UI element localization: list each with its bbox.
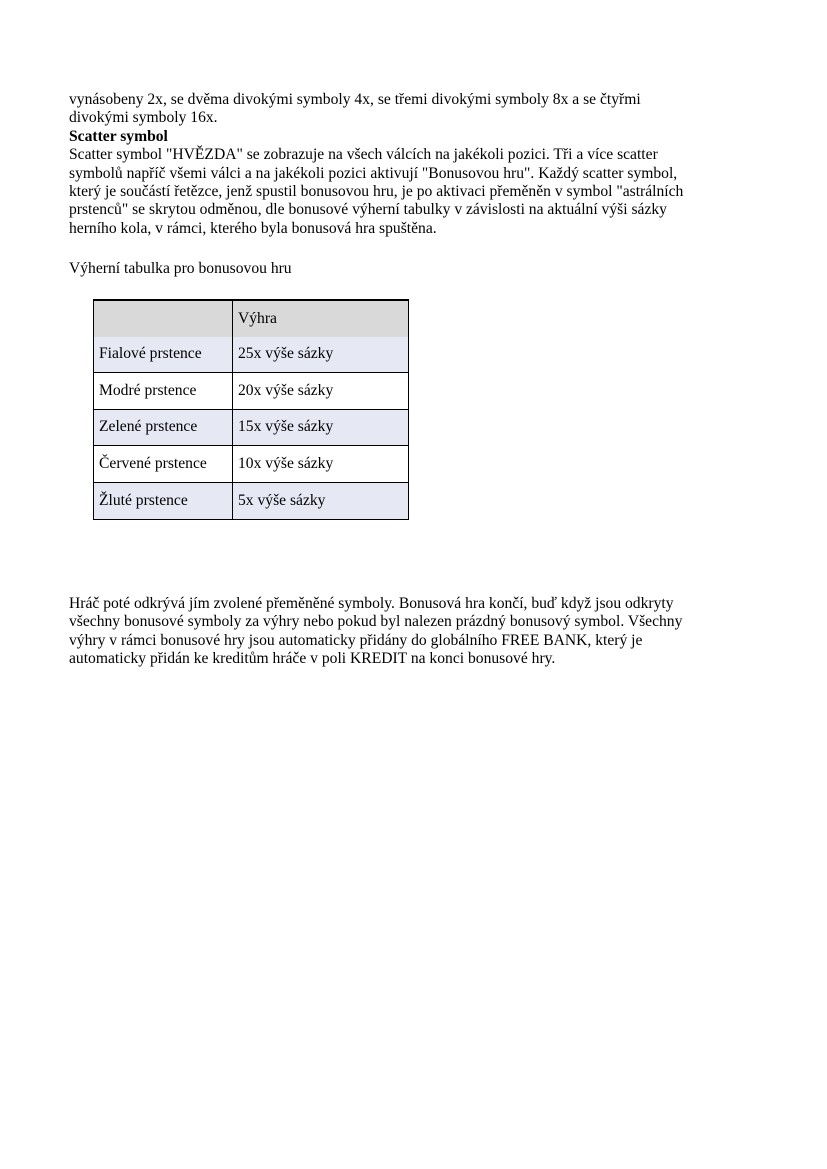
row-value: 25x výše sázky (233, 337, 409, 373)
closing-paragraph (69, 595, 749, 669)
scatter-symbol-heading: Scatter symbol (69, 127, 168, 145)
table-header-row (94, 300, 409, 337)
scatter-line-5: herního kola, v rámci, kterého byla bonusová hra spuštěna. (69, 219, 437, 237)
intro-line-2: divokými symboly 16x. (69, 109, 218, 127)
blank-line (69, 238, 749, 256)
scatter-line-4: prstenců" se skrytou odměnou, dle bonusové výherní tabulky v závislosti na aktuální výši sázky (69, 201, 667, 219)
row-label: Červené prstence (94, 446, 233, 483)
closing-line-2: všechny bonusové symboly za výhry nebo pokud byl nalezen prázdný bonusový symbol. Všechny (69, 613, 683, 631)
row-value: 20x výše sázky (233, 373, 409, 410)
header-cell-empty (94, 300, 233, 337)
table-row (94, 337, 409, 373)
bonus-win-table (93, 299, 409, 520)
row-label: Fialové prstence (94, 337, 233, 373)
table-row (94, 482, 409, 519)
table-row (94, 446, 409, 483)
closing-line-4: automaticky přidán ke kreditům hráče v poli KREDIT na konci bonusové hry. (69, 650, 556, 668)
row-value: 15x výše sázky (233, 409, 409, 446)
row-value: 10x výše sázky (233, 446, 409, 483)
scatter-line-3: který je součástí řetězce, jenž spustil bonusovou hru, je po aktivaci přeměněn v symbol "astrálních (69, 183, 684, 201)
scatter-line-2: symbolů napříč všemi válci a na jakékoli pozici aktivují "Bonusovou hru". Každý scatter symbol, (69, 164, 678, 182)
row-label: Modré prstence (94, 373, 233, 410)
row-value: 5x výše sázky (233, 482, 409, 519)
header-cell-win: Výhra (233, 300, 409, 337)
table-row (94, 373, 409, 410)
scatter-line-1: Scatter symbol "HVĚZDA" se zobrazuje na všech válcích na jakékoli pozici. Tři a více scatter (69, 146, 658, 164)
win-table-title: Výherní tabulka pro bonusovou hru (69, 259, 292, 277)
table-row (94, 409, 409, 446)
intro-line-1: vynásobeny 2x, se dvěma divokými symboly 4x, se třemi divokými symboly 8x a se čtyřmi (69, 91, 641, 108)
document-body (69, 91, 749, 278)
row-label: Zelené prstence (94, 409, 233, 446)
row-label: Žluté prstence (94, 482, 233, 519)
closing-line-1: Hráč poté odkrývá jím zvolené přeměněné symboly. Bonusová hra končí, buď když jsou odkryty (69, 595, 674, 612)
closing-line-3: výhry v rámci bonusové hry jsou automaticky přidány do globálního FREE BANK, který je (69, 631, 643, 649)
